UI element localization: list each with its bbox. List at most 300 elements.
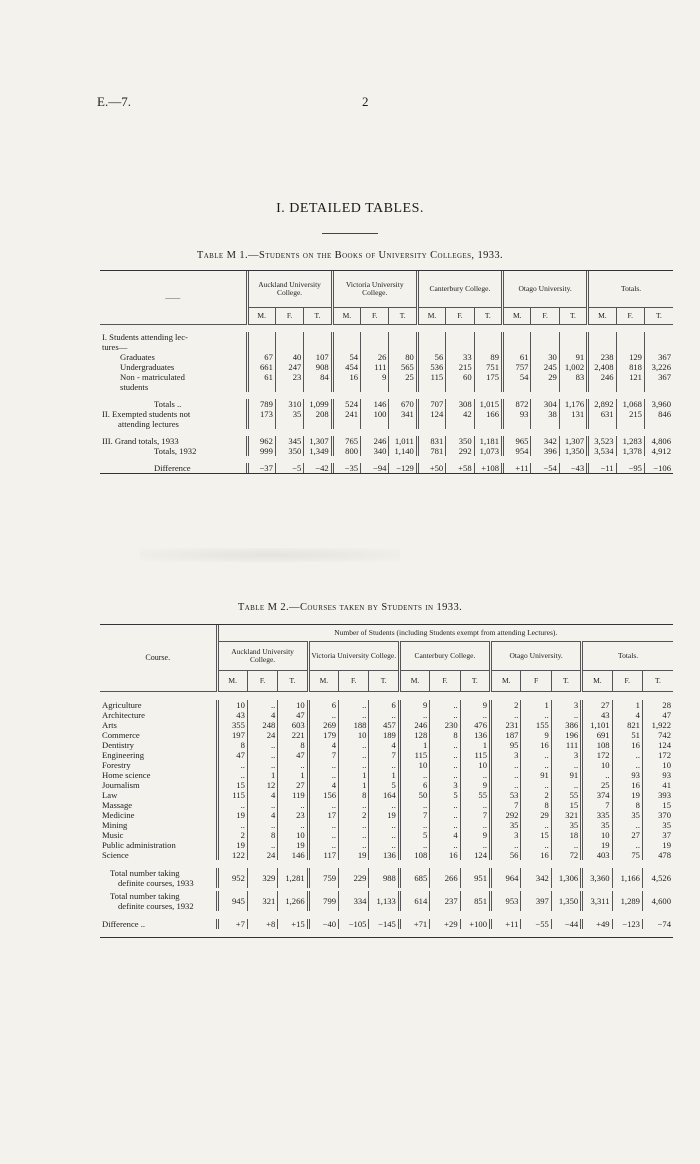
table2-cell: 8 — [612, 800, 642, 810]
table2-subcol-label: T. — [278, 671, 308, 692]
table2-row — [100, 720, 673, 730]
table2-row — [100, 730, 673, 740]
table2-cell: 115 — [460, 750, 490, 760]
table1-cell: 35 — [275, 409, 303, 419]
table1-cell: −42 — [304, 463, 332, 473]
table2-cell: 24 — [247, 850, 277, 860]
table1-cell: 350 — [446, 436, 474, 446]
table1-cell: 340 — [361, 446, 389, 456]
table1-cell — [332, 419, 360, 429]
table1-cell: 4,912 — [644, 446, 673, 456]
table1-subcol-label: T. — [389, 308, 417, 325]
table2-cell: .. — [308, 820, 338, 830]
table1-cell: 146 — [361, 399, 389, 409]
table2-subcol-label: F. — [247, 671, 277, 692]
table1-cell — [247, 382, 275, 392]
table1-cell: 1,011 — [389, 436, 417, 446]
table1-row — [100, 372, 673, 382]
table1-cell — [474, 332, 502, 342]
table1-cell: 818 — [616, 362, 644, 372]
table2-cell: .. — [369, 820, 399, 830]
table2-cell: 108 — [399, 850, 429, 860]
table2-cell: 47 — [278, 710, 308, 720]
table1-cell — [616, 382, 644, 392]
table1-cell: 292 — [446, 446, 474, 456]
table1-cell: 350 — [275, 446, 303, 456]
table2-cell: .. — [460, 800, 490, 810]
table2-col-totals: Totals. — [582, 642, 673, 671]
table2-course-label: Science — [102, 850, 129, 860]
table2-cell: 4 — [369, 740, 399, 750]
table2-cell: 19 — [217, 810, 247, 820]
table1-subcol-label: M. — [417, 308, 445, 325]
table2-cell: .. — [521, 820, 551, 830]
table1-cell — [389, 419, 417, 429]
table2-cell: .. — [308, 840, 338, 850]
table1-cell: 115 — [417, 372, 445, 382]
table1-cell: −95 — [616, 463, 644, 473]
table2-cell: 3 — [551, 750, 581, 760]
table2-spacer — [100, 929, 673, 937]
table2-total-cell: 988 — [369, 868, 399, 888]
table2-cell: 7 — [369, 750, 399, 760]
table1-subcol-label: F. — [275, 308, 303, 325]
table1-cell — [361, 382, 389, 392]
table2-cell: 19 — [369, 810, 399, 820]
table2-cell: 2 — [491, 700, 521, 710]
table2-cell: 16 — [612, 740, 642, 750]
table1-row-label: I. Students attending lec- — [102, 332, 188, 342]
table1-cell — [247, 419, 275, 429]
table1-cell: 367 — [644, 372, 673, 382]
table2-cell: .. — [339, 760, 369, 770]
table2-cell: 6 — [308, 700, 338, 710]
table2-difference-cell: −55 — [521, 919, 551, 929]
table2-course-label: Dentistry — [102, 740, 134, 750]
table1-cell: 80 — [389, 352, 417, 362]
table2-cell: 2 — [521, 790, 551, 800]
table2-cell: .. — [491, 710, 521, 720]
table1-cell — [275, 332, 303, 342]
table1-cell: 26 — [361, 352, 389, 362]
table2-cell: 124 — [460, 850, 490, 860]
table1-cell: 396 — [531, 446, 559, 456]
table2-cell: .. — [308, 760, 338, 770]
table2-number-of-students-header: Number of Students (including Students exempt from attending Lectures). — [217, 625, 673, 642]
table1-cell: 91 — [559, 352, 587, 362]
table2-cell: .. — [308, 770, 338, 780]
table2-total-cell: 237 — [430, 891, 460, 911]
table2-cell: 15 — [521, 830, 551, 840]
table1-cell: 42 — [446, 409, 474, 419]
table2-cell: 355 — [217, 720, 247, 730]
table2-cell: 128 — [399, 730, 429, 740]
table2-cell: .. — [551, 710, 581, 720]
table2-cell: 8 — [339, 790, 369, 800]
table2-cell: 93 — [612, 770, 642, 780]
table1-cell: 1,176 — [559, 399, 587, 409]
table2-difference-label: Difference .. — [102, 919, 146, 929]
table1-cell: +58 — [446, 463, 474, 473]
table2-subcol-label: M. — [399, 671, 429, 692]
table2-total-cell: 1,133 — [369, 891, 399, 911]
table2-row — [100, 770, 673, 780]
table1-cell: 107 — [304, 352, 332, 362]
table2-course-label: Agriculture — [102, 700, 142, 710]
table2-cell: .. — [491, 780, 521, 790]
table1-row-label: Graduates — [120, 352, 155, 362]
table2-cell: 4 — [247, 710, 277, 720]
table1-row-label: III. Grand totals, 1933 — [102, 436, 179, 446]
table2-cell: 164 — [369, 790, 399, 800]
table1-row-label: students — [120, 382, 149, 392]
table1-row — [100, 419, 673, 429]
table1-cell: 61 — [247, 372, 275, 382]
table1-cell: 751 — [474, 362, 502, 372]
table1-subcol-label: M. — [503, 308, 531, 325]
table2-cell: .. — [247, 740, 277, 750]
table2-row — [100, 810, 673, 820]
table2-cell: 47 — [217, 750, 247, 760]
table2-cell: 1 — [339, 770, 369, 780]
table2-total-cell: 799 — [308, 891, 338, 911]
table2-cell: .. — [339, 800, 369, 810]
table1-cell — [474, 419, 502, 429]
table1-cell — [304, 342, 332, 352]
table1-cell: 565 — [389, 362, 417, 372]
table1-cell — [304, 419, 332, 429]
table1-cell: 121 — [616, 372, 644, 382]
table1-cell — [417, 342, 445, 352]
table2-cell: .. — [308, 830, 338, 840]
table1-cell: 2,408 — [588, 362, 616, 372]
table1-cell: 83 — [559, 372, 587, 382]
table2-cell: .. — [460, 710, 490, 720]
table2-cell: 10 — [460, 760, 490, 770]
table1-cell: 175 — [474, 372, 502, 382]
table2-cell: .. — [399, 820, 429, 830]
table1-cell: −37 — [247, 463, 275, 473]
table1-cell: 536 — [417, 362, 445, 372]
table2-total-cell: 397 — [521, 891, 551, 911]
table1-row-label: tures— — [102, 342, 128, 352]
table2-stub-header: Course. — [100, 625, 217, 692]
table2-cell: 7 — [399, 810, 429, 820]
table1-cell: 60 — [446, 372, 474, 382]
table2-total-cell: 953 — [491, 891, 521, 911]
table2-col-victoria: Victoria University College. — [308, 642, 399, 671]
table2-total-label — [100, 868, 217, 888]
table2-course-label: Home science — [102, 770, 151, 780]
table1-cell: +11 — [503, 463, 531, 473]
table2-course-label: Arts — [102, 720, 117, 730]
table1-cell: 238 — [588, 352, 616, 362]
table2-cell: .. — [339, 700, 369, 710]
table1-college-header — [100, 271, 673, 308]
table1-row-label: attending lectures — [118, 419, 179, 429]
table1-row-label: Non - matriculated — [120, 372, 185, 382]
table1-row — [100, 446, 673, 456]
table2-subcol-label: M. — [217, 671, 247, 692]
table2-total-cell: 4,600 — [642, 891, 673, 911]
table2-course-label: Forestry — [102, 760, 131, 770]
table2-cell: 5 — [430, 790, 460, 800]
table2-course-label: Public administration — [102, 840, 176, 850]
table1-cell: 246 — [361, 436, 389, 446]
table2-cell: .. — [399, 710, 429, 720]
table2-cell: .. — [217, 800, 247, 810]
table2-cell: .. — [521, 750, 551, 760]
table2-cell: 29 — [521, 810, 551, 820]
table1-row-label: Totals .. — [154, 399, 182, 409]
table2-total-cell: 851 — [460, 891, 490, 911]
table2-subcol-label: M. — [582, 671, 612, 692]
table2-cell: 7 — [308, 750, 338, 760]
table1-cell — [588, 419, 616, 429]
table1-subcol-label: T. — [304, 308, 332, 325]
table2-cell: .. — [217, 820, 247, 830]
table2-cell: .. — [612, 840, 642, 850]
table1-cell: 124 — [417, 409, 445, 419]
table2-cell: 93 — [642, 770, 673, 780]
table1-cell: 3,523 — [588, 436, 616, 446]
table2-total-cell: 945 — [217, 891, 247, 911]
table1-cell: 40 — [275, 352, 303, 362]
table2-cell: 16 — [430, 850, 460, 860]
table2-cell: 75 — [612, 850, 642, 860]
table2-cell: 15 — [217, 780, 247, 790]
table2-total-cell: 1,306 — [551, 868, 581, 888]
table2-row — [100, 710, 673, 720]
table2-row — [100, 740, 673, 750]
table2-cell: 117 — [308, 850, 338, 860]
table1-cell — [644, 382, 673, 392]
table1-cell — [275, 382, 303, 392]
table2-cell: .. — [369, 840, 399, 850]
table1-row — [100, 463, 673, 473]
table2-cell: 3 — [491, 830, 521, 840]
table2-cell: .. — [612, 750, 642, 760]
table2-cell: 91 — [521, 770, 551, 780]
table2-total-cell: 229 — [339, 868, 369, 888]
table1-cell: 38 — [531, 409, 559, 419]
table1-cell: 1,002 — [559, 362, 587, 372]
table2-cell: 1,922 — [642, 720, 673, 730]
table1-cell — [644, 419, 673, 429]
table1-cell: 93 — [503, 409, 531, 419]
table2-total-cell: 1,266 — [278, 891, 308, 911]
table2-row — [100, 820, 673, 830]
table2-cell: 4 — [430, 830, 460, 840]
table2-total-label-line: Total number taking — [110, 868, 180, 878]
table2-cell: 1,101 — [582, 720, 612, 730]
table1-cell: −54 — [531, 463, 559, 473]
table2-cell: 19 — [582, 840, 612, 850]
table1-cell: 245 — [531, 362, 559, 372]
table2-caption: Table M 2.—Courses taken by Students in 1933. — [237, 602, 463, 613]
table2-cell: 9 — [460, 780, 490, 790]
table2-cell: .. — [612, 760, 642, 770]
table2-cell: 6 — [399, 780, 429, 790]
table1-spacer — [100, 392, 673, 399]
table2-cell: 393 — [642, 790, 673, 800]
table1-cell: 1,283 — [616, 436, 644, 446]
table2-course-label: Engineering — [102, 750, 144, 760]
page-smudge — [140, 548, 400, 562]
table1-cell: 304 — [531, 399, 559, 409]
table2-cell: 15 — [642, 800, 673, 810]
table2-span-header — [100, 625, 673, 642]
table2-spacer — [100, 692, 673, 701]
table2-cell: .. — [247, 840, 277, 850]
table1-row — [100, 399, 673, 409]
table1-cell: 131 — [559, 409, 587, 419]
table2-cell: 10 — [582, 760, 612, 770]
table2-cell: 196 — [551, 730, 581, 740]
table2-cell: 115 — [399, 750, 429, 760]
table2-course-label: Journalism — [102, 780, 140, 790]
table2-cell: 136 — [460, 730, 490, 740]
table1-cell: 54 — [503, 372, 531, 382]
table2-cell: 43 — [582, 710, 612, 720]
table1-cell — [332, 382, 360, 392]
table1-cell — [588, 342, 616, 352]
table2-cell: 269 — [308, 720, 338, 730]
table2-row — [100, 850, 673, 860]
table2-cell: 8 — [278, 740, 308, 750]
table2-cell: .. — [399, 800, 429, 810]
table2-total-cell: 3,360 — [582, 868, 612, 888]
table2-cell: 248 — [247, 720, 277, 730]
table2-cell: .. — [430, 750, 460, 760]
table2-difference-cell: −123 — [612, 919, 642, 929]
table1-cell — [559, 382, 587, 392]
table2-cell: 4 — [247, 810, 277, 820]
table2-cell: .. — [430, 810, 460, 820]
table2-cell: 3 — [430, 780, 460, 790]
table2-cell: .. — [247, 760, 277, 770]
table2-subcol-label: F. — [612, 671, 642, 692]
table1-cell: 954 — [503, 446, 531, 456]
table2-cell: 403 — [582, 850, 612, 860]
table2-subcol-label: T. — [642, 671, 673, 692]
table1-cell — [503, 419, 531, 429]
table1-cell — [616, 332, 644, 342]
table1-cell: 524 — [332, 399, 360, 409]
table2-cell: 8 — [521, 800, 551, 810]
table2-total-cell: 759 — [308, 868, 338, 888]
table2-difference-cell: +49 — [582, 919, 612, 929]
table1-cell: 757 — [503, 362, 531, 372]
section-title: I. DETAILED TABLES. — [276, 201, 424, 216]
table1-cell: +108 — [474, 463, 502, 473]
table1-cell: −5 — [275, 463, 303, 473]
table2-cell: .. — [217, 770, 247, 780]
table2-subcol-label: M. — [491, 671, 521, 692]
table1-cell: −35 — [332, 463, 360, 473]
table1-cell — [332, 342, 360, 352]
table2-difference-cell: +15 — [278, 919, 308, 929]
table2-total-cell: 1,350 — [551, 891, 581, 911]
table1-cell: 631 — [588, 409, 616, 419]
table1-cell: 872 — [503, 399, 531, 409]
table1-cell: 215 — [616, 409, 644, 419]
table2-cell: .. — [521, 710, 551, 720]
table1-cell — [304, 332, 332, 342]
table2-cell: .. — [339, 820, 369, 830]
table2-cell: 27 — [582, 700, 612, 710]
table2-row — [100, 700, 673, 710]
table2-cell: 335 — [582, 810, 612, 820]
table1-caption: Table M 1.—Students on the Books of University Colleges, 1933. — [196, 250, 504, 261]
table2-cell: 374 — [582, 790, 612, 800]
table2-cell: 8 — [430, 730, 460, 740]
table2-cell: 37 — [642, 830, 673, 840]
table1-cell: 100 — [361, 409, 389, 419]
table2-course-label: Massage — [102, 800, 133, 810]
table2-course-label: Mining — [102, 820, 128, 830]
table1-cell — [531, 342, 559, 352]
table1-cell: 241 — [332, 409, 360, 419]
table2-cell: 4 — [308, 780, 338, 790]
table2-cell: 10 — [582, 830, 612, 840]
table2-cell: .. — [430, 700, 460, 710]
table1-cell — [503, 382, 531, 392]
table1-cell: 789 — [247, 399, 275, 409]
table1-cell: 25 — [389, 372, 417, 382]
table1-cell: 166 — [474, 409, 502, 419]
table1-cell — [389, 342, 417, 352]
table1-cell: 800 — [332, 446, 360, 456]
table1-spacer — [100, 325, 673, 333]
table2-total-cell: 1,166 — [612, 868, 642, 888]
table2-cell: 35 — [612, 810, 642, 820]
table1-cell: 1,378 — [616, 446, 644, 456]
table1-cell — [361, 342, 389, 352]
table2-cell: 1 — [612, 700, 642, 710]
table2-cell: 457 — [369, 720, 399, 730]
table1-cell: 765 — [332, 436, 360, 446]
table2-cell: .. — [369, 800, 399, 810]
table1-cell — [531, 419, 559, 429]
table1-cell: 246 — [588, 372, 616, 382]
table1-cell — [247, 342, 275, 352]
table2-total-cell: 342 — [521, 868, 551, 888]
table1-row-label: Difference — [154, 463, 191, 473]
table1-cell: 111 — [361, 362, 389, 372]
table1-cell — [616, 419, 644, 429]
table-m1 — [100, 270, 673, 474]
table1-cell: 308 — [446, 399, 474, 409]
table1-row — [100, 436, 673, 446]
table2-cell: .. — [247, 700, 277, 710]
table1-cell: 247 — [275, 362, 303, 372]
table2-total-row — [100, 891, 673, 911]
table2-cell: 43 — [217, 710, 247, 720]
table1-cell — [559, 419, 587, 429]
table1-cell — [503, 332, 531, 342]
table2-cell: .. — [460, 820, 490, 830]
table2-cell: 221 — [278, 730, 308, 740]
table2-difference-cell: −74 — [642, 919, 673, 929]
table1-row-label: Totals, 1932 — [154, 446, 197, 456]
table2-cell: 10 — [339, 730, 369, 740]
table1-cell: 454 — [332, 362, 360, 372]
table1-cell: 341 — [389, 409, 417, 419]
table2-total-cell: 3,311 — [582, 891, 612, 911]
table2-cell: 27 — [612, 830, 642, 840]
table2-subcol-label: F — [521, 671, 551, 692]
